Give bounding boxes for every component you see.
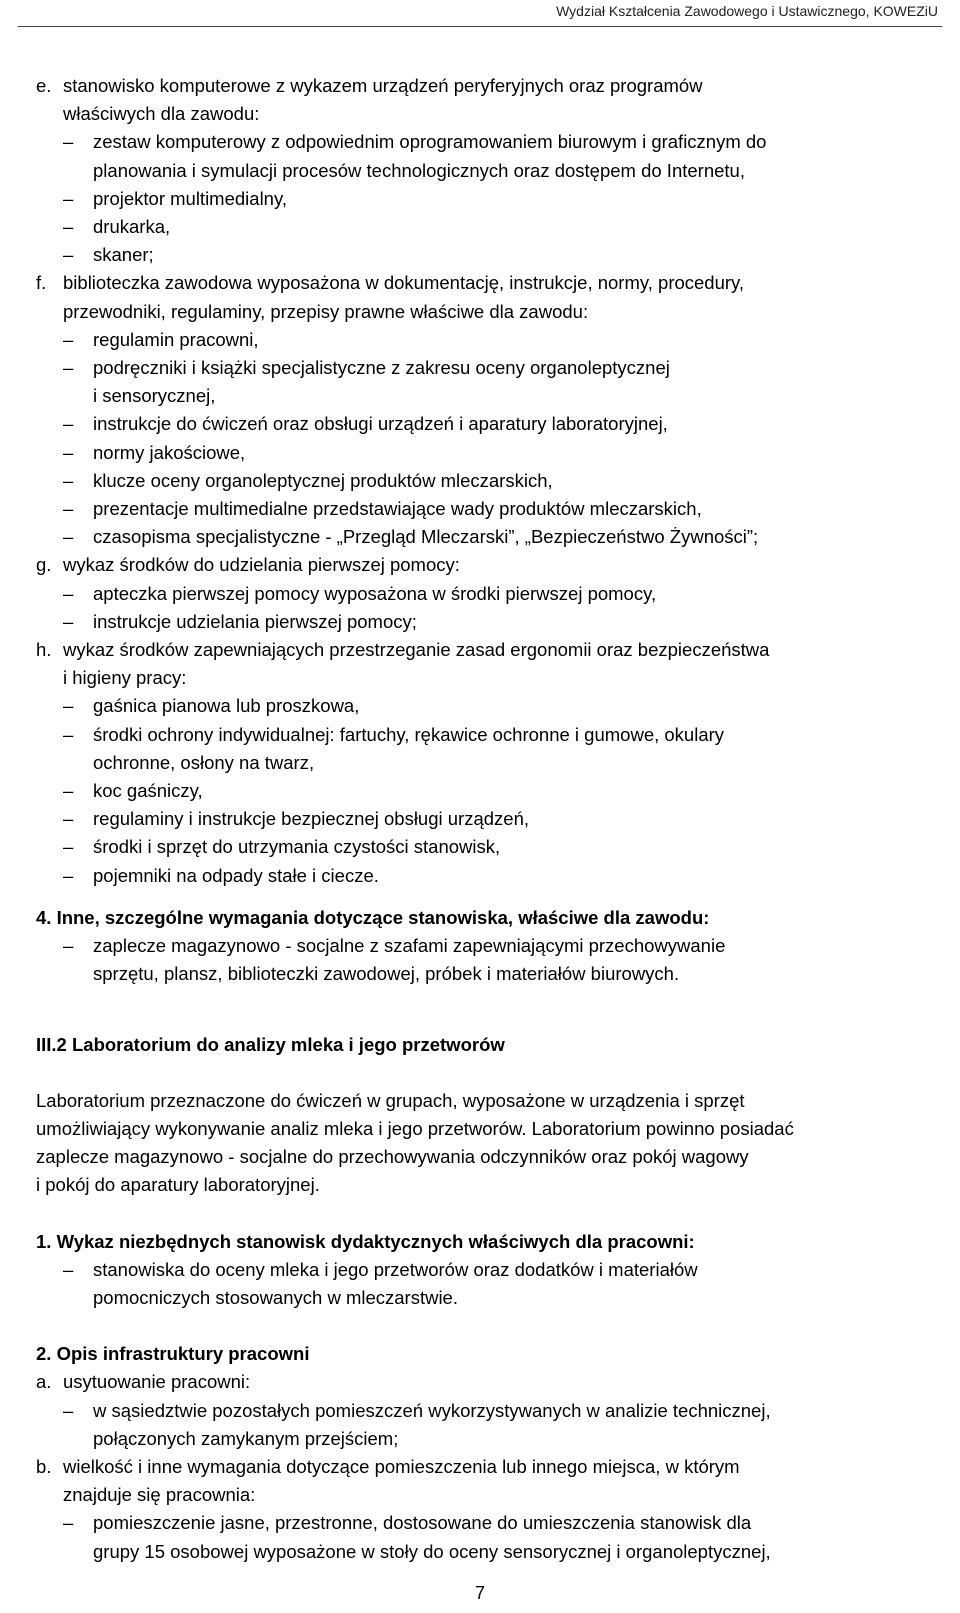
heading-2: 2. Opis infrastruktury pracowni	[36, 1343, 310, 1365]
list-item: – drukarka,	[63, 216, 171, 238]
paragraph-line: umożliwiający wykonywanie analiz mleka i jego przetworów. Laboratorium powinno posiadać	[36, 1117, 794, 1139]
section-f-title: f. biblioteczka zawodowa wyposażona w dokumentację, instrukcje, normy, procedury,	[36, 269, 936, 297]
list-item-cont: połączonych zamykanym przejściem;	[93, 1427, 399, 1449]
document-body	[36, 72, 936, 1566]
list-item: – regulaminy i instrukcje bezpiecznej obsługi urządzeń,	[63, 808, 530, 830]
list-item: – projektor multimedialny,	[63, 187, 287, 209]
page-number: 7	[474, 1583, 485, 1603]
list-item: – normy jakościowe,	[63, 441, 246, 463]
section-h-title-cont: i higieny pracy:	[63, 667, 187, 689]
list-item: – instrukcje do ćwiczeń oraz obsługi urządzeń i aparatury laboratoryjnej,	[63, 413, 668, 435]
subsection-a-title: a. usytuowanie pracowni:	[36, 1368, 936, 1396]
spacer	[36, 1059, 936, 1087]
list-item: – pomieszczenie jasne, przestronne, dostosowane do umieszczenia stanowisk dla	[63, 1512, 752, 1534]
section-e-label: e.	[36, 75, 52, 96]
list-item: – skaner;	[63, 244, 154, 266]
list-item: – apteczka pierwszej pomocy wyposażona w środki pierwszej pomocy,	[63, 582, 657, 604]
list-item: – klucze oceny organoleptycznej produktów mleczarskich,	[63, 469, 553, 491]
subsection-a-label: a.	[36, 1371, 52, 1393]
list-item-cont: pomocniczych stosowanych w mleczarstwie.	[93, 1286, 458, 1308]
heading-iii2: III.2 Laboratorium do analizy mleka i jego przetworów	[36, 1033, 505, 1055]
list-item: – stanowiska do oceny mleka i jego przetworów oraz dodatków i materiałów	[63, 1258, 698, 1280]
list-item: – zestaw komputerowy z odpowiednim oprogramowaniem biurowym i graficznym do	[63, 131, 767, 153]
list-item: – środki ochrony indywidualnej: fartuchy, rękawice ochronne i gumowe, okulary	[63, 723, 725, 745]
list-item-cont: planowania i symulacji procesów technologicznych oraz dostępem do Internetu,	[93, 159, 745, 181]
subsection-b-title: b. wielkość i inne wymagania dotyczące pomieszczenia lub innego miejsca, w którym	[36, 1453, 936, 1481]
list-item: – środki i sprzęt do utrzymania czystości stanowisk,	[63, 836, 501, 858]
list-item: – instrukcje udzielania pierwszej pomocy;	[63, 610, 417, 632]
spacer	[36, 1200, 936, 1228]
list-item-cont: ochronne, osłony na twarz,	[93, 751, 315, 773]
list-item: – gaśnica pianowa lub proszkowa,	[63, 695, 360, 717]
section-f-title-cont: przewodniki, regulaminy, przepisy prawne właściwe dla zawodu:	[63, 300, 589, 322]
paragraph-line: zaplecze magazynowo - socjalne do przechowywania odczynników oraz pokój wagowy	[36, 1146, 749, 1168]
section-e-title-cont: właściwych dla zawodu:	[63, 103, 260, 125]
section-g-title: g. wykaz środków do udzielania pierwszej pomocy:	[36, 551, 936, 579]
section-g-label: g.	[36, 554, 52, 576]
list-item: – podręczniki i książki specjalistyczne z zakresu oceny organoleptycznej	[63, 357, 670, 379]
header-divider	[18, 26, 942, 27]
spacer	[36, 1312, 936, 1340]
paragraph-line: Laboratorium przeznaczone do ćwiczeń w grupach, wyposażone w urządzenia i sprzęt	[36, 1089, 745, 1111]
list-item: – koc gaśniczy,	[63, 780, 203, 802]
spacer	[36, 1017, 936, 1031]
list-item-cont: i sensorycznej,	[93, 385, 216, 407]
list-item-cont: grupy 15 osobowej wyposażone w stoły do oceny sensorycznej i organoleptycznej,	[93, 1540, 771, 1562]
section-h-label: h.	[36, 639, 52, 661]
subsection-b-label: b.	[36, 1455, 52, 1477]
list-item: – zaplecze magazynowo - socjalne z szafami zapewniającymi przechowywanie	[63, 935, 726, 957]
section-h-title: h. wykaz środków zapewniających przestrzeganie zasad ergonomii oraz bezpieczeństwa	[36, 636, 936, 664]
list-item: – regulamin pracowni,	[63, 328, 259, 350]
section-e-title: e. stanowisko komputerowe z wykazem urządzeń peryferyjnych oraz programów	[36, 72, 936, 100]
heading-4: 4. Inne, szczególne wymagania dotyczące stanowiska, właściwe dla zawodu:	[36, 906, 710, 928]
list-item: – czasopisma specjalistyczne - „Przegląd Mleczarski”, „Bezpieczeństwo Żywności”;	[63, 526, 759, 548]
section-f-label: f.	[36, 272, 47, 294]
spacer	[36, 890, 936, 904]
list-item-cont: sprzętu, plansz, biblioteczki zawodowej, próbek i materiałów biurowych.	[93, 963, 680, 985]
running-header: Wydział Kształcenia Zawodowego i Ustawicznego, KOWEZiU	[556, 3, 938, 19]
paragraph-line: i pokój do aparatury laboratoryjnej.	[36, 1174, 320, 1196]
list-item: – prezentacje multimedialne przedstawiające wady produktów mleczarskich,	[63, 498, 702, 520]
list-item: – pojemniki na odpady stałe i ciecze.	[63, 864, 379, 886]
list-item: – w sąsiedztwie pozostałych pomieszczeń wykorzystywanych w analizie technicznej,	[63, 1399, 771, 1421]
subsection-b-title-cont: znajduje się pracownia:	[63, 1484, 256, 1506]
spacer	[36, 989, 936, 1017]
heading-1: 1. Wykaz niezbędnych stanowisk dydaktycznych właściwych dla pracowni:	[36, 1230, 695, 1252]
